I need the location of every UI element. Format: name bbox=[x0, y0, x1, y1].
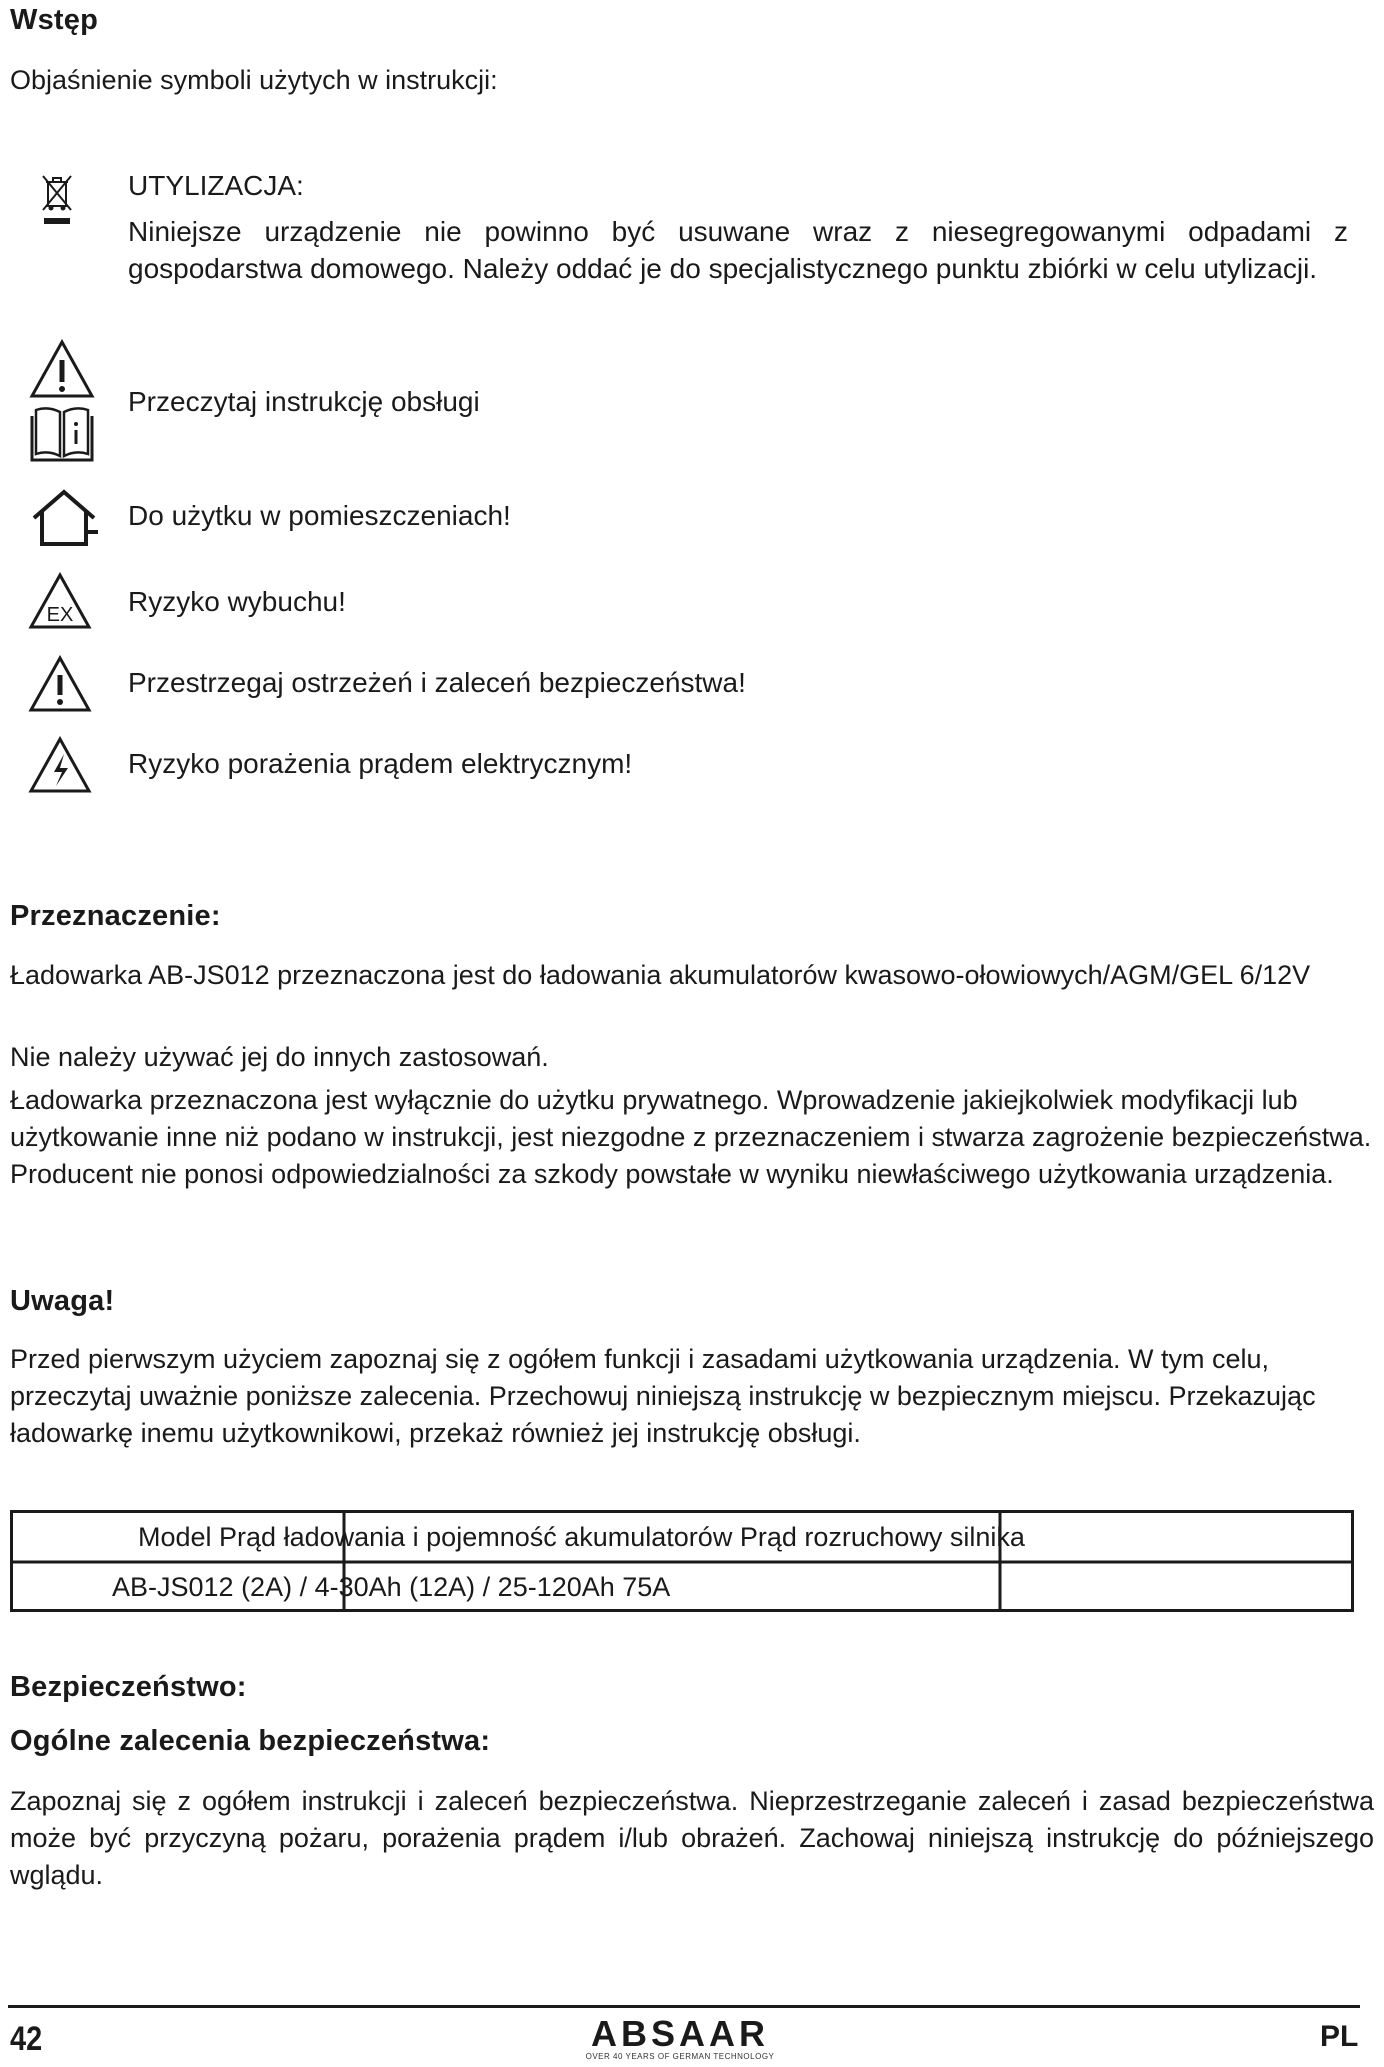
purpose-paragraph-3: Ładowarka przeznaczona jest wyłącznie do użytku prywatnego. Wprowadzenie jakiejkolwiek modyfikacji lub użytkowanie inne niż podano w instrukcji, jest niezgodne z przeznaczeniem i stwarza zagrożenie bezpieczeństwa. Producent nie ponosi odpowiedzialności za szkody powstałe w wyniku niewłaściwego użytkowania urządzenia. bbox=[10, 1085, 1372, 1189]
brand-name: ABSAAR bbox=[590, 2013, 769, 2054]
symbol-text-electric-shock: Ryzyko porażenia prądem elektrycznym! bbox=[128, 748, 633, 779]
page-number: 42 bbox=[10, 2020, 43, 2058]
attention-paragraph: Przed pierwszym użyciem zapoznaj się z ogółem funkcji i zasadami użytkowania urządzenia. W tym celu, przeczytaj uważnie poniższe zalecenia. Przechowuj niniejszą instrukcję w bezpiecznym miejscu. Przekazując ładowarkę inemu użytkownikowi, przekaż również jej instrukcję obsługi. bbox=[10, 1344, 1316, 1448]
symbol-text-indoor: Do użytku w pomieszczeniach! bbox=[128, 500, 511, 531]
crossed-out-bin-icon bbox=[40, 172, 74, 230]
symbols-lead-text: Objaśnienie symboli użytych w instrukcji: bbox=[10, 65, 498, 95]
symbol-text-explosion: Ryzyko wybuchu! bbox=[128, 586, 346, 617]
explosion-risk-icon bbox=[28, 572, 92, 630]
electric-shock-icon bbox=[28, 736, 92, 794]
symbol-title-disposal: UTYLIZACJA: bbox=[128, 170, 304, 201]
section-heading-purpose: Przeznaczenie: bbox=[10, 900, 221, 932]
section-heading-attention: Uwaga! bbox=[10, 1285, 115, 1317]
spec-table bbox=[10, 1510, 1354, 1612]
footer-divider bbox=[8, 2005, 1360, 2008]
symbol-text-disposal: Niniejsze urządzenie nie powinno być usuwane wraz z niesegregowanymi odpadami z gospodarstwa domowego. Należy oddać je do specjalistycznego punktu zbiórki w celu utylizacji. bbox=[128, 216, 1348, 284]
brand-logo bbox=[570, 2013, 790, 2061]
language-code: PL bbox=[1320, 2020, 1359, 2053]
subheading-general-safety: Ogólne zalecenia bezpieczeństwa: bbox=[10, 1725, 491, 1757]
symbol-text-warning: Przestrzegaj ostrzeżeń i zaleceń bezpieczeństwa! bbox=[128, 667, 746, 698]
indoor-house-icon bbox=[28, 488, 100, 548]
brand-tagline: OVER 40 YEARS OF GERMAN TECHNOLOGY bbox=[585, 2052, 775, 2061]
symbol-text-read-manual: Przeczytaj instrukcję obsługi bbox=[128, 386, 480, 417]
purpose-paragraph-1: Ładowarka AB-JS012 przeznaczona jest do ładowania akumulatorów kwasowo-ołowiowych/AGM/GEL 6/12V bbox=[10, 960, 1311, 990]
read-manual-icon bbox=[28, 338, 96, 468]
section-heading-intro: Wstęp bbox=[10, 4, 98, 36]
svg-text:EX: EX bbox=[46, 604, 74, 626]
section-heading-safety: Bezpieczeństwo: bbox=[10, 1671, 247, 1703]
spec-table-header: Model Prąd ładowania i pojemność akumulatorów Prąd rozruchowy silnika bbox=[138, 1522, 1025, 1552]
spec-table-row: AB-JS012 (2A) / 4-30Ah (12A) / 25-120Ah 75A bbox=[112, 1572, 671, 1602]
safety-paragraph: Zapoznaj się z ogółem instrukcji i zaleceń bezpieczeństwa. Nieprzestrzeganie zaleceń i zasad bezpieczeństwa może być przyczyną pożaru, porażenia prądem i/lub obrażeń. Zachowaj niniejszą instrukcję do późniejszego wglądu. bbox=[10, 1786, 1374, 1890]
warning-icon bbox=[28, 655, 92, 713]
purpose-paragraph-2: Nie należy używać jej do innych zastosowań. bbox=[10, 1042, 549, 1072]
